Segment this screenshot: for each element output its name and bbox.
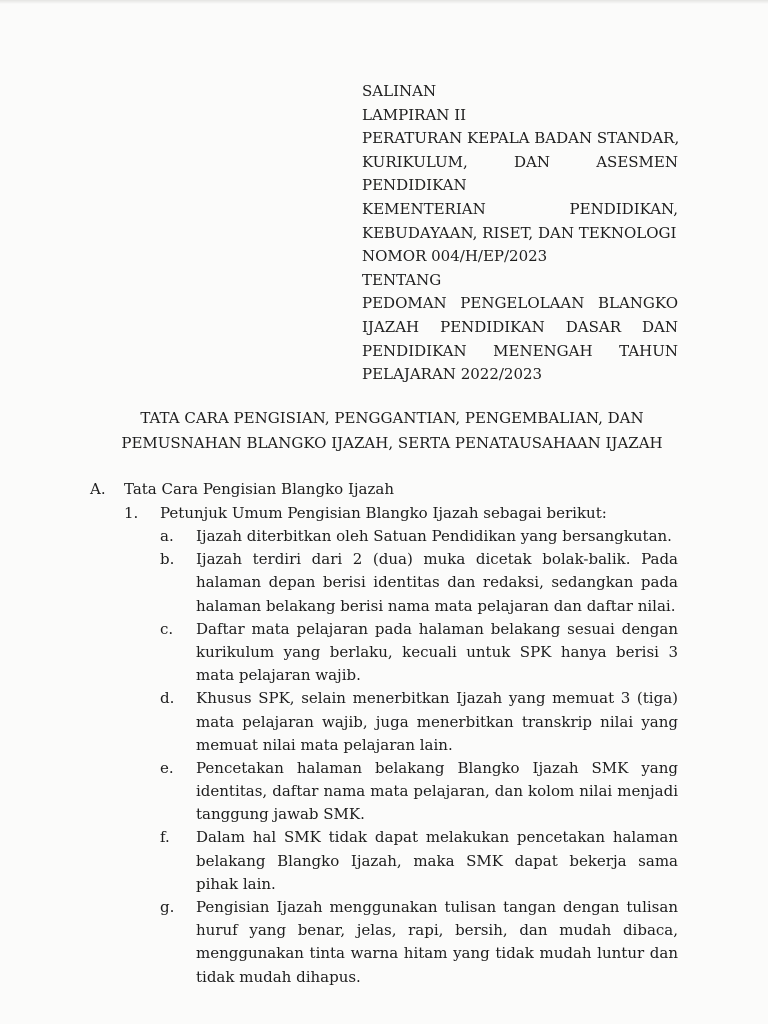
item-letter: c.	[160, 619, 174, 638]
item-line: Pengisian Ijazah menggunakan tulisan tangan dengan tulisan	[196, 898, 678, 916]
item-list	[90, 525, 680, 989]
lampiran-header	[362, 80, 678, 387]
item-letter: f.	[160, 828, 170, 847]
point-number: 1.	[124, 504, 139, 522]
item-letter: a.	[160, 527, 174, 545]
list-item	[90, 757, 680, 827]
point-1	[90, 501, 680, 525]
item-line: identitas, daftar nama mata pelajaran, dan kolom nilai menjadi	[196, 782, 678, 801]
section-a	[90, 477, 680, 989]
lampiran-line: LAMPIRAN II	[362, 105, 467, 124]
item-line: Pencetakan halaman belakang Blangko Ijazah SMK yang	[196, 758, 678, 777]
item-letter: g.	[160, 898, 175, 916]
item-line: Khusus SPK, selain menerbitkan Ijazah yang memuat 3 (tiga)	[196, 689, 678, 708]
item-letter: e.	[160, 758, 174, 777]
lampiran-line: NOMOR 004/H/EP/2023	[362, 247, 548, 266]
lampiran-line: SALINAN	[362, 82, 437, 100]
item-line: mata pelajaran wajib, juga menerbitkan transkrip nilai yang	[196, 712, 678, 731]
lampiran-line: KEMENTERIAN PENDIDIKAN,	[362, 199, 678, 218]
item-line: huruf yang benar, jelas, rapi, bersih, dan mudah dibaca,	[196, 921, 678, 940]
lampiran-line: KEBUDAYAAN, RISET, DAN TEKNOLOGI	[362, 223, 677, 242]
item-line: Daftar mata pelajaran pada halaman belakang sesuai dengan	[196, 619, 678, 638]
list-item	[90, 896, 680, 989]
item-line: halaman depan berisi identitas dan redaksi, sedangkan pada	[196, 573, 678, 592]
section-heading	[90, 477, 680, 501]
item-line: belakang Blangko Ijazah, maka SMK dapat bekerja sama	[196, 851, 678, 870]
list-item	[90, 687, 680, 757]
section-title: Tata Cara Pengisian Blangko Ijazah	[124, 480, 394, 498]
item-line: kurikulum yang berlaku, kecuali untuk SPK hanya berisi 3	[196, 642, 678, 661]
item-line: tanggung jawab SMK.	[196, 805, 365, 824]
list-item	[90, 548, 680, 618]
point-text: Petunjuk Umum Pengisian Blangko Ijazah sebagai berikut:	[160, 504, 607, 522]
lampiran-line: PERATURAN KEPALA BADAN STANDAR,	[362, 129, 680, 148]
item-line: Ijazah terdiri dari 2 (dua) muka dicetak bolak-balik. Pada	[196, 550, 678, 569]
item-line: tidak mudah dihapus.	[196, 967, 361, 986]
lampiran-line: PEDOMAN PENGELOLAAN BLANGKO	[362, 294, 678, 313]
lampiran-line: IJAZAH PENDIDIKAN DASAR DAN	[362, 317, 678, 336]
item-line: pihak lain.	[196, 874, 276, 893]
title-line: PEMUSNAHAN BLANGKO IJAZAH, SERTA PENATAUSAHAAN IJAZAH	[121, 434, 663, 452]
item-line: Dalam hal SMK tidak dapat melakukan pencetakan halaman	[196, 828, 678, 847]
lampiran-line: PELAJARAN 2022/2023	[362, 365, 543, 384]
item-line: memuat nilai mata pelajaran lain.	[196, 735, 453, 754]
document-title	[100, 406, 684, 456]
section-letter: A.	[90, 480, 106, 498]
lampiran-line: TENTANG	[362, 270, 442, 289]
item-letter: d.	[160, 689, 175, 708]
item-line: menggunakan tinta warna hitam yang tidak mudah luntur dan	[196, 944, 678, 963]
lampiran-line: KURIKULUM, DAN ASESMEN	[362, 152, 678, 171]
scan-edge	[0, 0, 768, 4]
list-item	[90, 525, 680, 548]
lampiran-line: PENDIDIKAN MENENGAH TAHUN	[362, 341, 678, 360]
lampiran-line: PENDIDIKAN	[362, 176, 467, 195]
item-letter: b.	[160, 550, 175, 569]
item-line: Ijazah diterbitkan oleh Satuan Pendidikan yang bersangkutan.	[196, 527, 672, 545]
list-item	[90, 618, 680, 688]
title-line: TATA CARA PENGISIAN, PENGGANTIAN, PENGEMBALIAN, DAN	[140, 409, 644, 427]
list-item	[90, 826, 680, 896]
item-line: halaman belakang berisi nama mata pelajaran dan daftar nilai.	[196, 596, 676, 615]
item-line: mata pelajaran wajib.	[196, 666, 361, 685]
